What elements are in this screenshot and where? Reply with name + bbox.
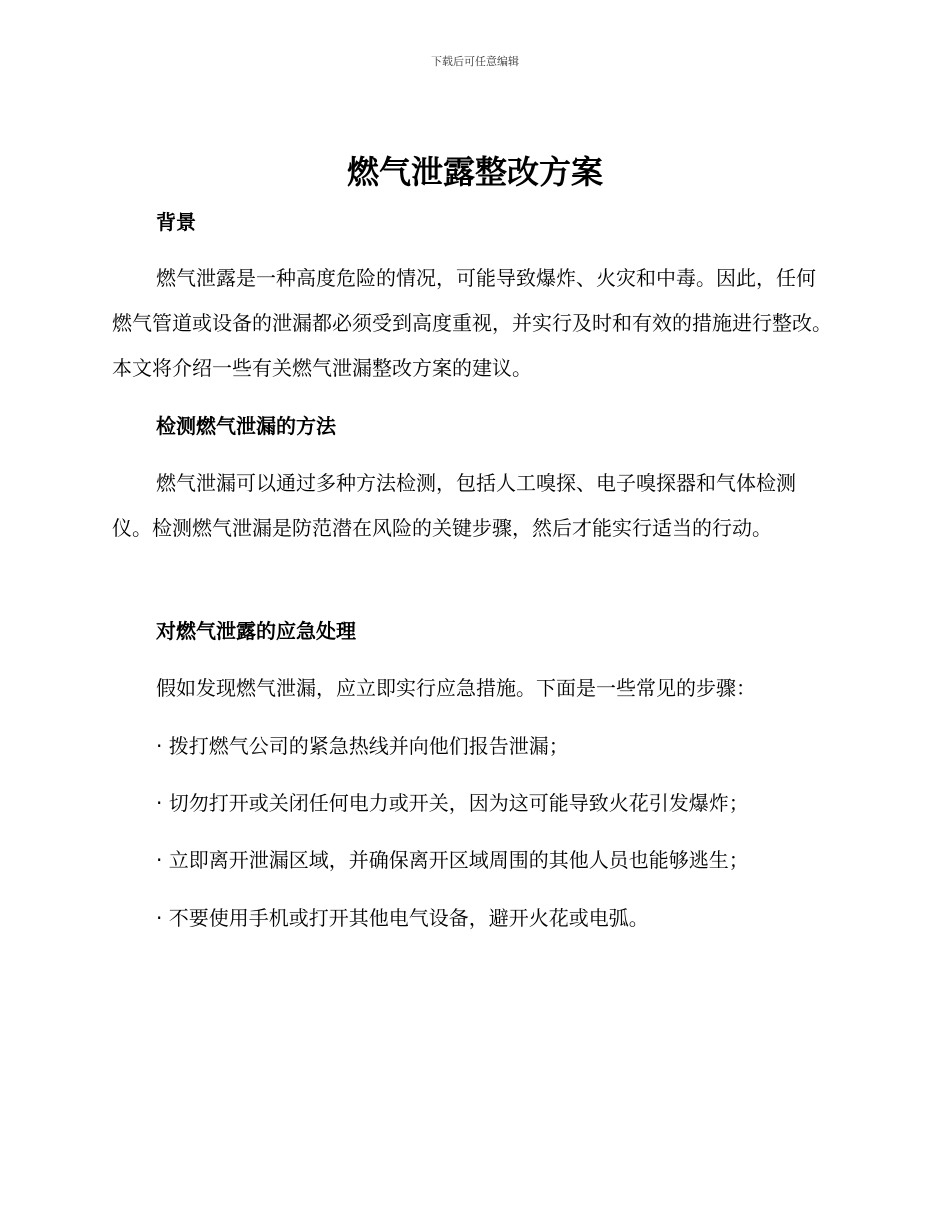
- document-title: 燃气泄露整改方案: [346, 153, 603, 191]
- section-heading-detection: 检测燃气泄漏的方法: [156, 414, 336, 438]
- emergency-intro: 假如发现燃气泄漏，应立即实行应急措施。下面是一些常见的步骤：: [156, 676, 756, 700]
- detection-paragraph: 燃气泄漏可以通过多种方法检测，包括人工嗅探、电子嗅探器和气体检测仪。检测燃气泄漏是防范潜在风险的关键步骤，然后才能实行适当的行动。: [112, 471, 796, 540]
- emergency-step: · 立即离开泄漏区域，并确保离开区域周围的其他人员也能够逃生；: [156, 848, 749, 872]
- emergency-step: · 拨打燃气公司的紧急热线并向他们报告泄漏；: [156, 734, 569, 758]
- section-heading-emergency: 对燃气泄露的应急处理: [156, 619, 356, 643]
- emergency-step: · 切勿打开或关闭任何电力或开关，因为这可能导致火花引发爆炸；: [156, 791, 749, 815]
- header-note: 下载后可任意编辑: [431, 55, 519, 68]
- background-paragraph: 燃气泄露是一种高度危险的情况，可能导致爆炸、火灾和中毒。因此，任何燃气管道或设备的泄漏都必须受到高度重视，并实行及时和有效的措施进行整改。本文将介绍一些有关燃气泄漏整改方案的建议。: [112, 266, 832, 380]
- section-heading-background: 背景: [156, 210, 196, 234]
- emergency-step: · 不要使用手机或打开其他电气设备，避开火花或电弧。: [156, 906, 649, 930]
